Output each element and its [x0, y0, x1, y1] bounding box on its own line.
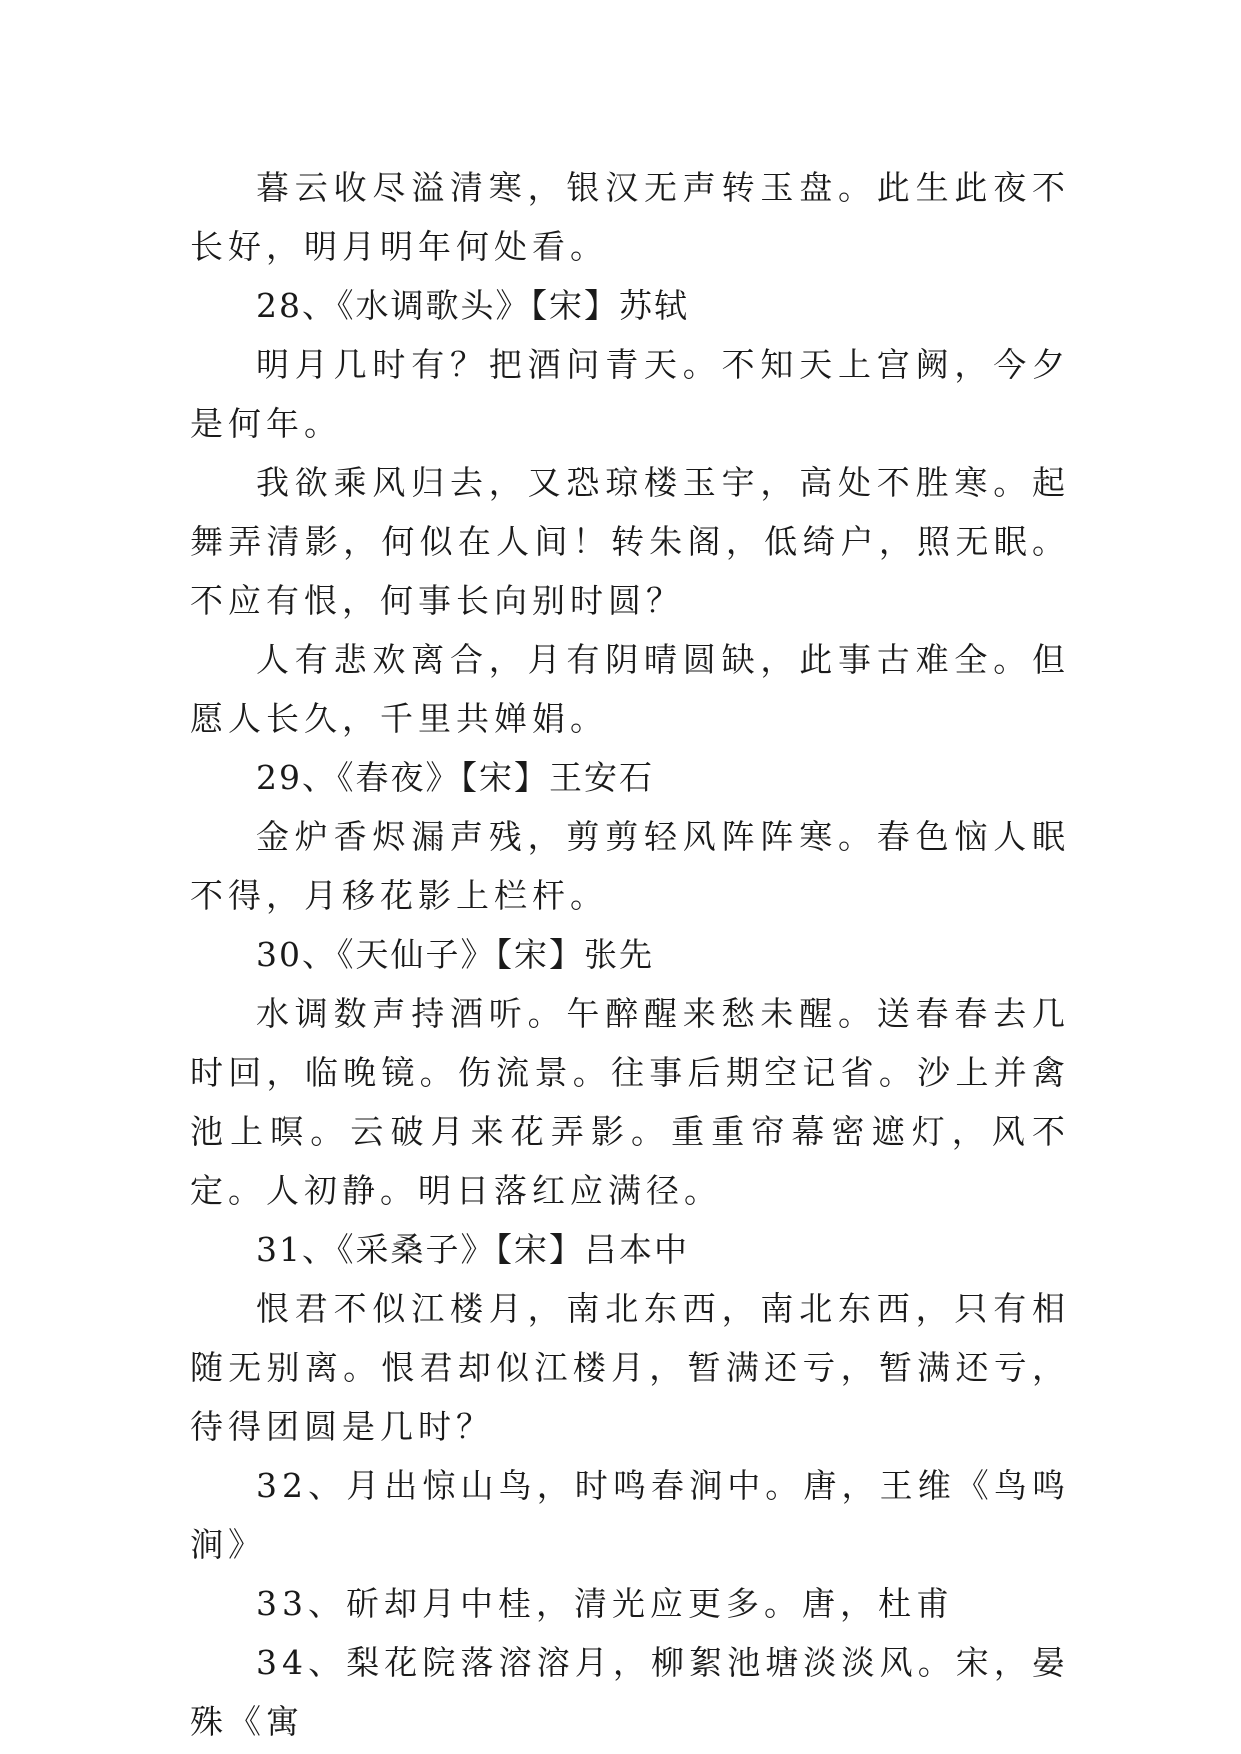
poem-heading: 30、《天仙子》【宋】张先	[256, 935, 654, 974]
poem-heading: 29、《春夜》【宋】王安石	[256, 758, 654, 797]
quote-item: 32、月出惊山鸟，时鸣春涧中。唐，王维《鸟鸣涧》	[190, 1466, 1070, 1564]
quote-item: 33、斫却月中桂，清光应更多。唐，杜甫	[256, 1584, 954, 1623]
document-body	[190, 158, 1070, 1751]
poem-text: 水调数声持酒听。午醉醒来愁未醒。送春春去几时回，临晚镜。伤流景。往事后期空记省。沙上并禽池上暝。云破月来花弄影。重重帘幕密遮灯，风不定。人初静。明日落红应满径。	[190, 994, 1070, 1210]
poem-heading: 31、《采桑子》【宋】吕本中	[256, 1230, 689, 1269]
poem-text: 暮云收尽溢清寒，银汉无声转玉盘。此生此夜不长好，明月明年何处看。	[190, 168, 1070, 266]
poem-text: 恨君不似江楼月，南北东西，南北东西，只有相随无别离。恨君却似江楼月，暂满还亏，暂满还亏，待得团圆是几时？	[190, 1289, 1070, 1446]
poem-text: 人有悲欢离合，月有阴晴圆缺，此事古难全。但愿人长久，千里共婵娟。	[190, 640, 1070, 738]
poem-text: 我欲乘风归去，又恐琼楼玉宇，高处不胜寒。起舞弄清影，何似在人间！转朱阁，低绮户，照无眠。不应有恨，何事长向别时圆？	[190, 463, 1070, 620]
poem-heading: 28、《水调歌头》【宋】苏轼	[256, 286, 689, 325]
poem-text: 明月几时有？把酒问青天。不知天上宫阙，今夕是何年。	[190, 345, 1070, 443]
quote-item: 34、梨花院落溶溶月，柳絮池塘淡淡风。宋，晏殊《寓	[190, 1643, 1070, 1741]
poem-text: 金炉香烬漏声残，剪剪轻风阵阵寒。春色恼人眠不得，月移花影上栏杆。	[190, 817, 1070, 915]
